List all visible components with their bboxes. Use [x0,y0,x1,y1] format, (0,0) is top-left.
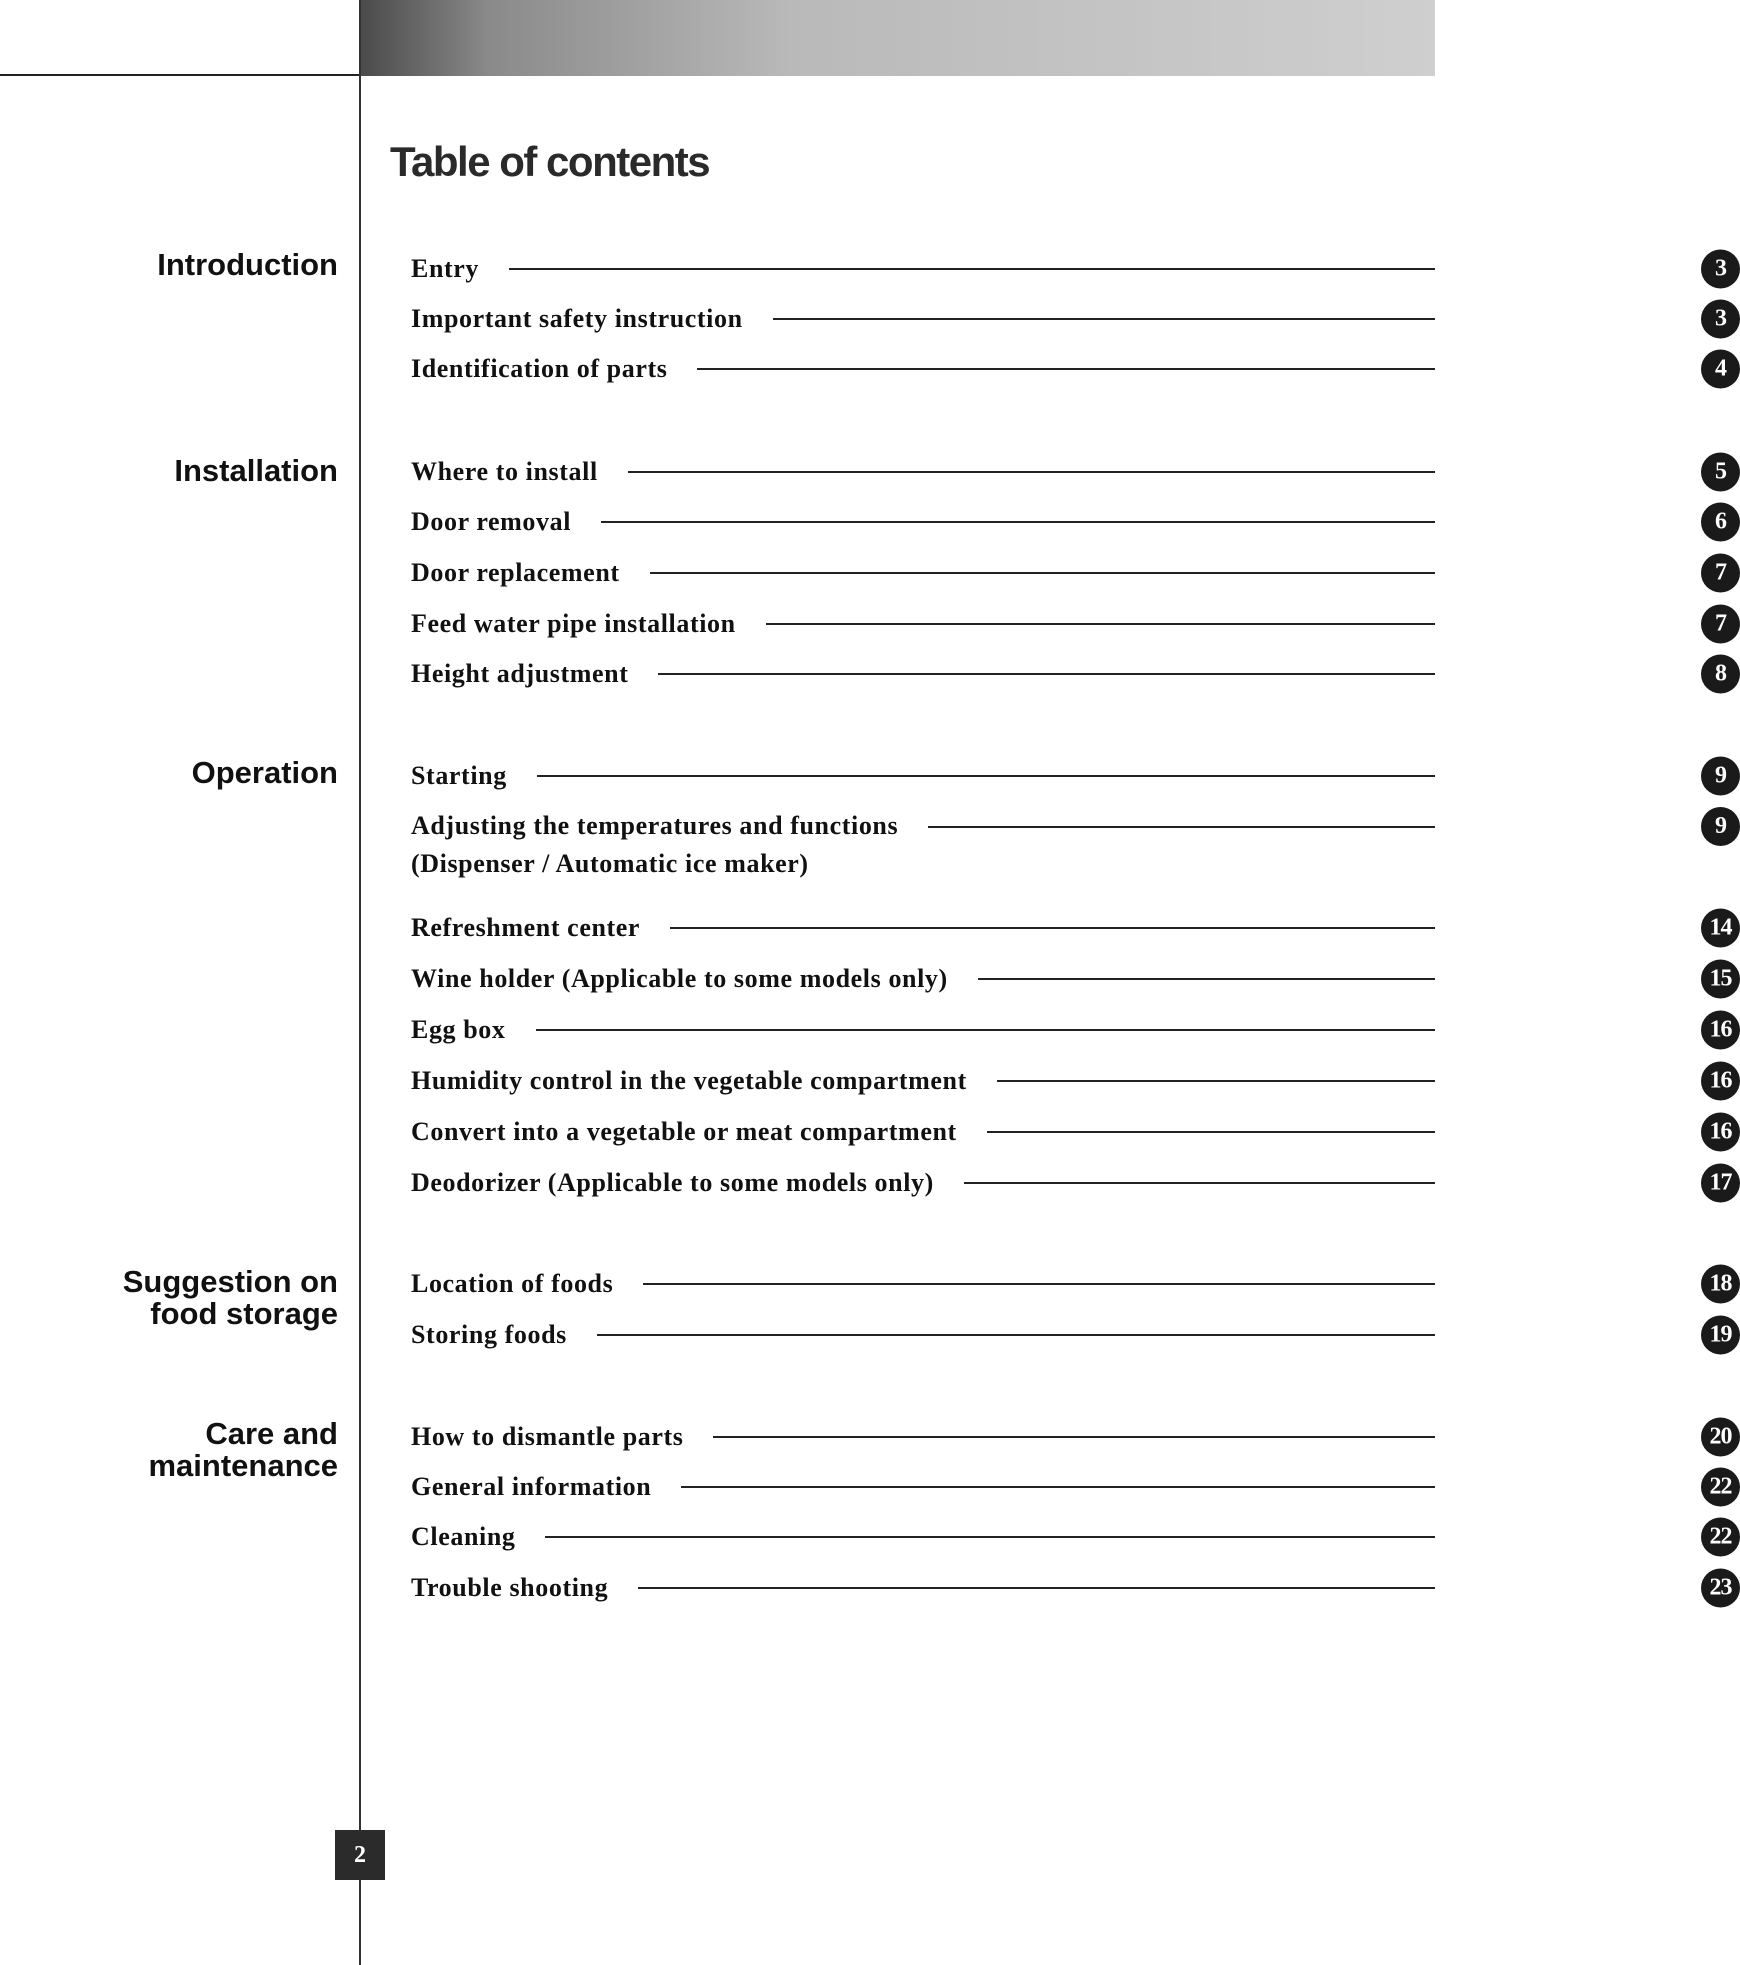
page-number-badge: 7 [1701,554,1740,593]
toc-entry-height-adjustment[interactable] [411,654,1726,694]
page-number-badge: 9 [1701,757,1740,796]
leader-line [987,1131,1435,1133]
entry-label: Deodorizer (Applicable to some models only) [411,1168,934,1197]
section-label-care-maintenance [148,1418,338,1482]
page-number-badge: 17 [1701,1164,1740,1203]
section-label-installation: Installation [174,453,338,488]
entry-label: How to dismantle parts [411,1422,684,1451]
entry-label: Cleaning [411,1522,516,1551]
leader-line [773,318,1435,320]
toc-entry-convert-compartment[interactable] [411,1112,1732,1152]
leader-line [628,471,1435,473]
page-number-badge: 15 [1701,960,1740,999]
toc-entry-dismantle-parts[interactable] [411,1417,1732,1457]
section-label-line: Care and [205,1416,338,1451]
entry-label: Identification of parts [411,354,668,383]
page-number-badge: 3 [1701,250,1740,289]
page-number-badge: 20 [1701,1418,1740,1457]
entry-label: Location of foods [411,1269,614,1298]
page-number-badge: 8 [1701,655,1740,694]
leader-line [509,268,1435,270]
entry-label: Starting [411,761,507,790]
toc-entry-humidity-control[interactable] [411,1061,1732,1101]
entry-label: Egg box [411,1015,506,1044]
toc-entry-adjusting-temperatures[interactable] [411,807,1726,891]
entry-label: Important safety instruction [411,304,743,333]
section-label-line: Suggestion on [122,1264,338,1299]
section-label-introduction: Introduction [157,247,338,282]
toc-entry-entry[interactable] [411,249,1726,289]
entry-label: Adjusting the temperatures and functions [411,811,899,840]
toc-entry-cleaning[interactable] [411,1517,1732,1557]
page-number-badge: 22 [1701,1468,1740,1507]
entry-label: General information [411,1472,652,1501]
page-number-badge: 6 [1701,503,1740,542]
toc-entry-location-of-foods[interactable] [411,1264,1732,1304]
entry-label-group [411,807,928,883]
page-number-badge: 18 [1701,1265,1740,1304]
leader-line [650,572,1435,574]
toc-entry-door-removal[interactable] [411,502,1726,542]
toc-entry-deodorizer[interactable] [411,1163,1732,1203]
entry-label: Storing foods [411,1320,567,1349]
page-number-badge: 5 [1701,453,1740,492]
leader-line [545,1536,1435,1538]
section-label-line: food storage [150,1296,338,1331]
entry-label-continued: (Dispenser / Automatic ice maker) [411,849,809,878]
leader-line [638,1587,1435,1589]
page-number-badge: 7 [1701,605,1740,644]
toc-entry-where-to-install[interactable] [411,452,1726,492]
entry-label: Feed water pipe installation [411,609,736,638]
leader-line [601,521,1435,523]
section-label-line: maintenance [148,1448,338,1483]
leader-line [997,1080,1435,1082]
page-number-badge: 14 [1701,909,1740,948]
leader-line [713,1436,1435,1438]
entry-label: Height adjustment [411,659,629,688]
section-label-food-storage [123,1266,338,1330]
toc-entry-general-information[interactable] [411,1467,1732,1507]
header-rule [0,74,360,76]
leader-line [681,1486,1435,1488]
toc-entry-storing-foods[interactable] [411,1315,1732,1355]
leader-line [658,673,1435,675]
page-number-badge: 22 [1701,1518,1740,1557]
leader-line [597,1334,1435,1336]
entry-label: Wine holder (Applicable to some models only) [411,964,948,993]
page-number-badge: 4 [1701,350,1740,389]
page-number-badge: 9 [1701,807,1740,846]
page-number-badge: 16 [1701,1062,1740,1101]
entry-label: Convert into a vegetable or meat compartment [411,1117,957,1146]
toc-entry-egg-box[interactable] [411,1010,1732,1050]
toc-entry-refreshment-center[interactable] [411,908,1732,948]
vertical-divider [359,0,361,1965]
leader-line [537,775,1435,777]
entry-label: Humidity control in the vegetable compartment [411,1066,967,1095]
page-number-badge: 3 [1701,300,1740,339]
page-number-badge: 23 [1701,1569,1740,1608]
page-number-badge: 16 [1701,1113,1740,1152]
entry-label: Entry [411,254,479,283]
entry-label: Door replacement [411,558,620,587]
section-label-operation: Operation [191,755,338,790]
entry-label: Refreshment center [411,913,641,942]
leader-line [964,1182,1435,1184]
leader-line [670,927,1435,929]
page-number-badge: 19 [1701,1316,1740,1355]
leader-line [536,1029,1435,1031]
entry-label: Where to install [411,457,598,486]
header-gradient-bar [360,0,1435,76]
page-title: Table of contents [390,138,710,185]
leader-line [643,1283,1435,1285]
toc-entry-starting[interactable] [411,756,1726,796]
leader-line [928,826,1435,828]
leader-line [766,623,1435,625]
entry-label: Door removal [411,507,572,536]
leader-line [978,978,1435,980]
page-number-badge: 16 [1701,1011,1740,1050]
leader-line [697,368,1435,370]
toc-entry-wine-holder[interactable] [411,959,1732,999]
toc-entry-safety-instruction[interactable] [411,299,1726,339]
toc-entry-trouble-shooting[interactable] [411,1568,1732,1608]
entry-label: Trouble shooting [411,1573,609,1602]
toc-entry-feed-water-pipe[interactable] [411,604,1726,644]
page-number-box: 2 [335,1830,385,1880]
toc-entry-door-replacement[interactable] [411,553,1726,593]
toc-entry-identification-of-parts[interactable] [411,349,1726,389]
